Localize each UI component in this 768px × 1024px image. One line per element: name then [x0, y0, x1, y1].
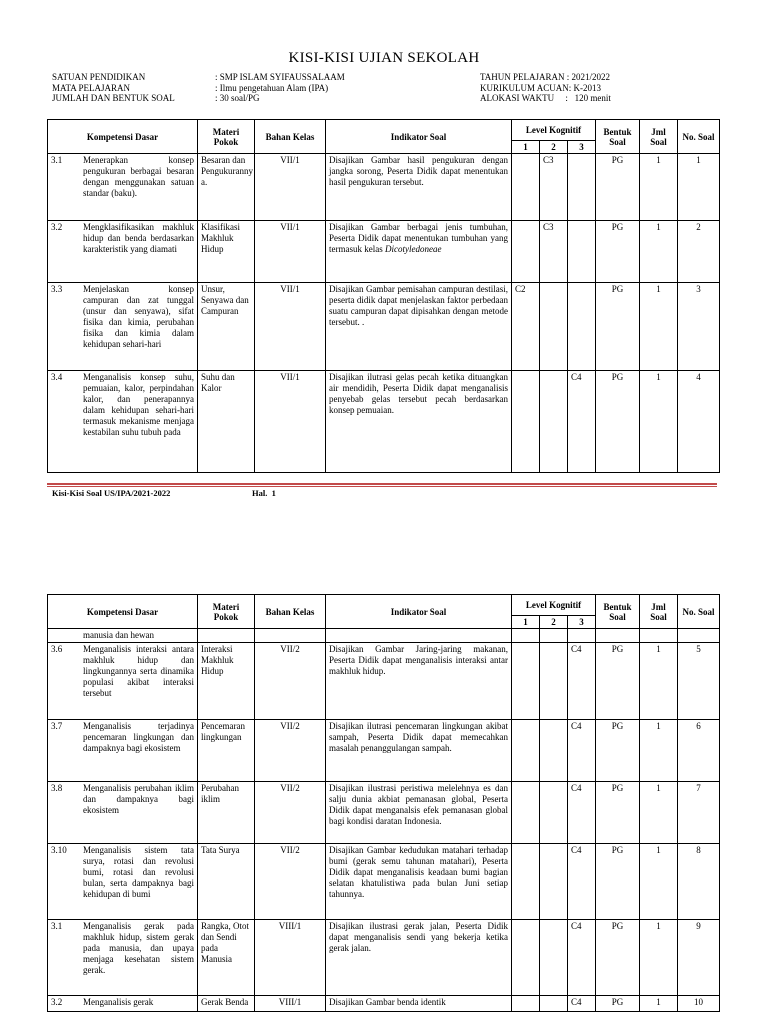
level-1-cell — [512, 844, 540, 920]
bahan-kelas: VIII/1 — [255, 996, 326, 1012]
header-level: Level Kognitif — [512, 595, 596, 616]
materi-pokok: Interaksi Makhluk Hidup — [198, 643, 255, 720]
level-3-cell: C4 — [568, 720, 596, 782]
indikator-text: Disajikan Gambar kedudukan matahari terhadap bumi (gerak semu tahunan matahari), Peserta Didik dapat menganalisis keadaan bumi bagian selatan khatulistiwa pada bulan Juni setiap tahunnya. — [329, 845, 508, 899]
no-soal: 9 — [678, 920, 720, 996]
no-soal: 4 — [678, 371, 720, 473]
indikator-cell — [326, 720, 512, 782]
kd-number: 3.2 — [51, 222, 63, 232]
header-level-2: 2 — [540, 616, 568, 629]
indikator-text: Disajikan Gambar pemisahan campuran destilasi, peserta didik dapat menjelaskan faktor perbedaan suatu campuran dapat dipisahkan dengan metode tersebut. . — [329, 284, 508, 327]
level-1-cell: C2 — [512, 283, 540, 371]
header-no: No. Soal — [678, 595, 720, 629]
level-2-cell — [540, 996, 568, 1012]
indikator-cell — [326, 221, 512, 283]
kd-text: Menganalisis terjadinya pencemaran lingkungan dan dampaknya bagi ekosistem — [83, 721, 194, 753]
table-row — [48, 720, 720, 782]
no-soal: 2 — [678, 221, 720, 283]
table-row — [48, 283, 720, 371]
indikator-text: Disajikan Gambar berbagai jenis tumbuhan, Peserta Didik dapat menentukan tumbuhan yang termasuk kelas — [329, 222, 508, 254]
no-soal: 7 — [678, 782, 720, 844]
bahan-kelas: VII/1 — [255, 221, 326, 283]
kisi-table-page-1 — [47, 119, 720, 473]
indikator-cell — [326, 154, 512, 221]
kd-number: 3.6 — [51, 644, 63, 654]
indikator-cell — [326, 371, 512, 473]
indikator-cell — [326, 643, 512, 720]
level-1-cell — [512, 720, 540, 782]
level-2-cell — [540, 720, 568, 782]
header-level-3: 3 — [568, 616, 596, 629]
meta-right — [480, 72, 740, 104]
bentuk-soal: PG — [596, 371, 640, 473]
indikator-cell — [326, 844, 512, 920]
materi-pokok: Pencemaran lingkungan — [198, 720, 255, 782]
materi-pokok: Tata Surya — [198, 844, 255, 920]
bentuk-soal: PG — [596, 920, 640, 996]
header-kd: Kompetensi Dasar — [48, 120, 198, 154]
page-footer — [52, 488, 276, 498]
materi-pokok: Unsur, Senyawa dan Campuran — [198, 283, 255, 371]
header-no: No. Soal — [678, 120, 720, 154]
kd-text: Menganalisis konsep suhu, pemuaian, kalor, perpindahan kalor, dan penerapannya dalam kehidupan sehari-hari termasuk mekanisme menjaga kestabilan suhu tubuh pada — [83, 372, 194, 437]
level-2-cell: C3 — [540, 221, 568, 283]
jml-soal: 1 — [640, 844, 678, 920]
level-3-cell — [568, 154, 596, 221]
bentuk-soal: PG — [596, 283, 640, 371]
level-3-cell: C4 — [568, 643, 596, 720]
indikator-cell — [326, 920, 512, 996]
header-bentuk: Bentuk Soal — [596, 120, 640, 154]
meta-year: TAHUN PELAJARAN : 2021/2022 — [480, 72, 611, 82]
document-title: KISI-KISI UJIAN SEKOLAH — [288, 50, 480, 66]
indikator-italic: Dicotyledoneae — [384, 244, 442, 254]
meta-value: : 30 soal/PG — [215, 93, 260, 103]
footer-page-number: Hal. 1 — [252, 488, 276, 498]
bentuk-soal: PG — [596, 720, 640, 782]
bentuk-soal: PG — [596, 996, 640, 1012]
level-1-cell — [512, 643, 540, 720]
materi-pokok: Besaran dan Pengukuranny a. — [198, 154, 255, 221]
materi-pokok: Rangka, Otot dan Sendi pada Manusia — [198, 920, 255, 996]
indikator-cell — [326, 996, 512, 1012]
continuation-row — [48, 629, 720, 643]
table-row — [48, 782, 720, 844]
bahan-kelas: VII/2 — [255, 782, 326, 844]
no-soal: 8 — [678, 844, 720, 920]
kd-number: 3.3 — [51, 284, 63, 294]
header-jml: Jml Soal — [640, 120, 678, 154]
header-kd: Kompetensi Dasar — [48, 595, 198, 629]
level-3-cell — [568, 221, 596, 283]
kd-text: Menganalisis perubahan iklim dan dampaknya bagi ekosistem — [83, 783, 194, 815]
meta-value: : Ilmu pengetahuan Alam (IPA) — [215, 82, 329, 93]
header-indikator: Indikator Soal — [326, 595, 512, 629]
bahan-kelas: VII/1 — [255, 154, 326, 221]
table-row — [48, 221, 720, 283]
header-bahan: Bahan Kelas — [255, 120, 326, 154]
meta-label: MATA PELAJARAN — [52, 82, 131, 93]
meta-duration: ALOKASI WAKTU : 120 menit — [480, 93, 611, 103]
indikator-text: Disajikan ilustrasi peristiwa melelehnya es dan salju dunia akbiat pemanasan global, Peserta Didik dapat menganalsis efek pemanasan global bagi kondisi daratan Indonesia. — [329, 783, 508, 826]
header-materi: Materi Pokok — [198, 120, 255, 154]
table-row — [48, 920, 720, 996]
level-3-cell: C4 — [568, 371, 596, 473]
jml-soal: 1 — [640, 221, 678, 283]
no-soal: 6 — [678, 720, 720, 782]
no-soal: 1 — [678, 154, 720, 221]
bahan-kelas: VII/1 — [255, 371, 326, 473]
level-2-cell — [540, 844, 568, 920]
kd-text: Menganalisis sistem tata surya, rotasi dan revolusi bumi, rotasi dan revolusi bulan, serta dampaknya bagi kehidupan di bumi — [83, 845, 194, 899]
header-level-3: 3 — [568, 141, 596, 154]
level-1-cell — [512, 221, 540, 283]
kd-number: 3.4 — [51, 372, 63, 382]
bahan-kelas: VIII/1 — [255, 920, 326, 996]
kd-text: Menerapkan konsep pengukuran berbagai besaran dengan menggunakan satuan standar (baku). — [83, 155, 194, 198]
indikator-text: Disajikan Gambar benda identik — [329, 997, 446, 1007]
bentuk-soal: PG — [596, 643, 640, 720]
bentuk-soal: PG — [596, 844, 640, 920]
indikator-cell — [326, 283, 512, 371]
header-level-1: 1 — [512, 141, 540, 154]
table-row — [48, 643, 720, 720]
header-bahan: Bahan Kelas — [255, 595, 326, 629]
header-jml: Jml Soal — [640, 595, 678, 629]
table-row — [48, 371, 720, 473]
kd-text: Mengklasifikasikan makhluk hidup dan benda berdasarkan karakteristik yang diamati — [83, 222, 194, 254]
kd-number: 3.10 — [51, 845, 67, 855]
materi-pokok: Suhu dan Kalor — [198, 371, 255, 473]
meta-label: SATUAN PENDIDIKAN — [52, 72, 146, 82]
bahan-kelas: VII/2 — [255, 720, 326, 782]
indikator-text: Disajikan Gambar hasil pengukuran dengan jangka sorong, Peserta Didik dapat menentukan hasil pengukuran tersebut. — [329, 155, 508, 187]
jml-soal: 1 — [640, 996, 678, 1012]
jml-soal: 1 — [640, 154, 678, 221]
indikator-text: Disajikan ilustrasi gerak jalan, Peserta Didik dapat menganalisis sendi yang bekerja ketika gerak jalan. — [329, 921, 508, 953]
level-3-cell: C4 — [568, 782, 596, 844]
no-soal: 10 — [678, 996, 720, 1012]
jml-soal: 1 — [640, 920, 678, 996]
kd-text: Menjelaskan konsep campuran dan zat tunggal (unsur dan senyawa), sifat fisika dan kimia, perubahan fisika dan kimia dalam kehidupan sehari-hari — [83, 284, 194, 349]
level-2-cell — [540, 920, 568, 996]
materi-pokok: Gerak Benda — [198, 996, 255, 1012]
level-1-cell — [512, 782, 540, 844]
header-bentuk: Bentuk Soal — [596, 595, 640, 629]
jml-soal: 1 — [640, 782, 678, 844]
kd-number: 3.1 — [51, 921, 63, 931]
level-3-cell — [568, 283, 596, 371]
indikator-text: Disajikan ilutrasi gelas pecah ketika dituangkan air mendidih, Peserta Didik dapat menganalisis penyebab gelas tersebut pecah berdasarkan konsep pemuaian. — [329, 372, 508, 415]
bentuk-soal: PG — [596, 782, 640, 844]
bentuk-soal: PG — [596, 154, 640, 221]
materi-pokok: Klasifikasi Makhluk Hidup — [198, 221, 255, 283]
footer-rule-thin — [47, 486, 717, 487]
no-soal: 5 — [678, 643, 720, 720]
bahan-kelas: VII/2 — [255, 643, 326, 720]
footer-rule — [47, 483, 717, 485]
indikator-text: Disajikan Gambar Jaring-jaring makanan, Peserta Didik dapat menganalisis interaksi antar makhluk hidup. — [329, 644, 508, 676]
kisi-table-page-2 — [47, 594, 720, 1012]
header-level-1: 1 — [512, 616, 540, 629]
header-indikator: Indikator Soal — [326, 120, 512, 154]
level-1-cell — [512, 920, 540, 996]
jml-soal: 1 — [640, 720, 678, 782]
meta-curriculum: KURIKULUM ACUAN: K-2013 — [480, 82, 601, 93]
bahan-kelas: VII/1 — [255, 283, 326, 371]
table-row — [48, 996, 720, 1012]
level-3-cell: C4 — [568, 920, 596, 996]
level-2-cell — [540, 283, 568, 371]
kd-continuation: manusia dan hewan — [48, 629, 198, 643]
header-level-2: 2 — [540, 141, 568, 154]
meta-left — [52, 72, 472, 104]
header-level: Level Kognitif — [512, 120, 596, 141]
indikator-cell — [326, 782, 512, 844]
level-2-cell — [540, 371, 568, 473]
kd-text: Menganalisis gerak — [83, 997, 154, 1007]
jml-soal: 1 — [640, 371, 678, 473]
level-1-cell — [512, 996, 540, 1012]
level-3-cell: C4 — [568, 844, 596, 920]
header-materi: Materi Pokok — [198, 595, 255, 629]
kd-number: 3.2 — [51, 997, 63, 1007]
level-2-cell — [540, 782, 568, 844]
level-2-cell: C3 — [540, 154, 568, 221]
bahan-kelas: VII/2 — [255, 844, 326, 920]
kd-number: 3.1 — [51, 155, 63, 165]
jml-soal: 1 — [640, 643, 678, 720]
level-2-cell — [540, 643, 568, 720]
level-1-cell — [512, 154, 540, 221]
footer-doc-label: Kisi-Kisi Soal US/IPA/2021-2022 — [52, 488, 171, 498]
kd-text: Menganalisis gerak pada makhluk hidup, sistem gerak pada manusia, dan upaya menjaga kesehatan sistem gerak. — [83, 921, 194, 975]
level-1-cell — [512, 371, 540, 473]
materi-pokok: Perubahan iklim — [198, 782, 255, 844]
kd-number: 3.7 — [51, 721, 63, 731]
meta-label: JUMLAH DAN BENTUK SOAL — [52, 93, 175, 103]
meta-value: : SMP ISLAM SYIFAUSSALAAM — [215, 72, 345, 82]
level-3-cell: C4 — [568, 996, 596, 1012]
no-soal: 3 — [678, 283, 720, 371]
bentuk-soal: PG — [596, 221, 640, 283]
table-row — [48, 154, 720, 221]
jml-soal: 1 — [640, 283, 678, 371]
table-row — [48, 844, 720, 920]
kd-number: 3.8 — [51, 783, 63, 793]
kd-text: Menganalisis interaksi antara makhluk hidup dan lingkungannya serta dinamika populasi akibat interaksi tersebut — [83, 644, 194, 698]
indikator-text: Disajikan ilutrasi pencemaran lingkungan akibat sampah, Peserta Didik dapat memecahkan masalah penanggulangan sampah. — [329, 721, 508, 753]
